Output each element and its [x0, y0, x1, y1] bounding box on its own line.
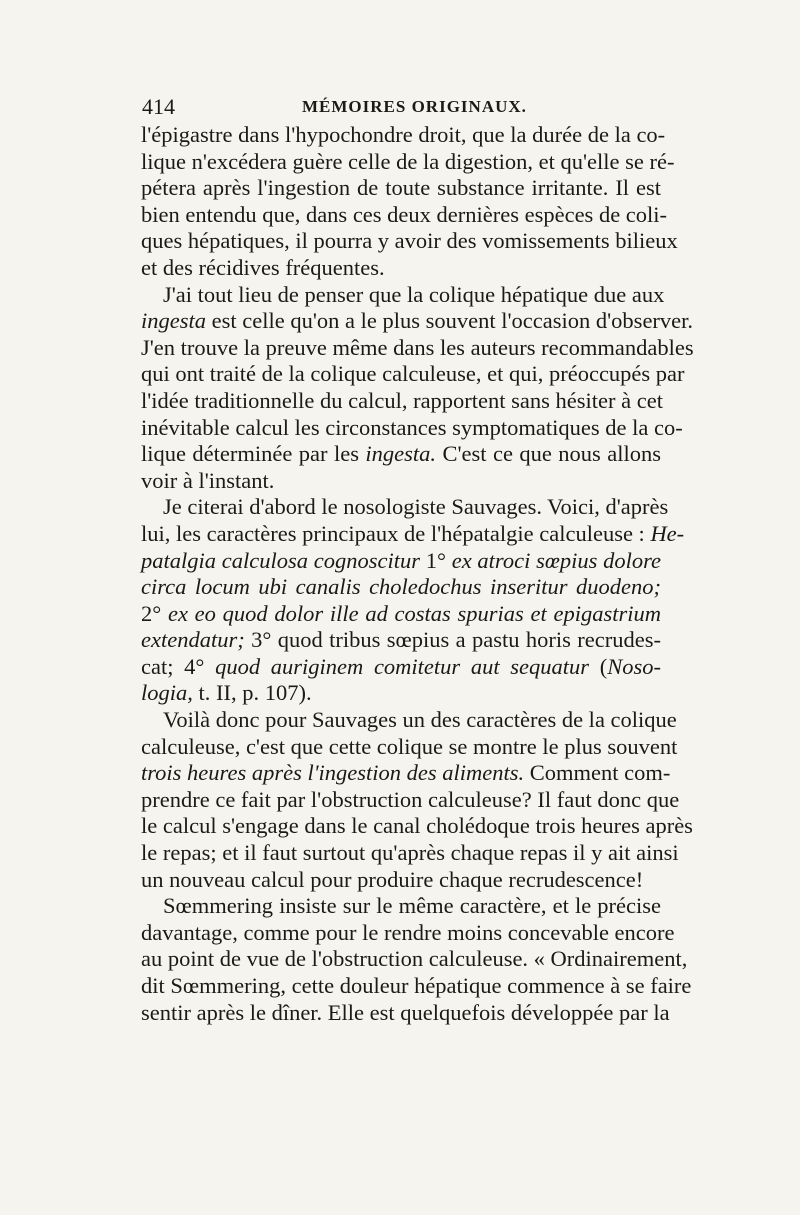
text-run: Comment com-	[524, 760, 671, 786]
text-line	[141, 786, 680, 814]
text-run: t. II, p. 107).	[192, 680, 312, 706]
text-run: pétera après l'ingestion de toute substance irritante. Il est	[141, 175, 661, 201]
running-title: MÉMOIRES ORIGINAUX.	[302, 97, 527, 116]
italic-text: quod auriginem comitetur aut sequatur	[215, 653, 590, 679]
italic-text: ex atroci sœpius dolore	[451, 547, 661, 573]
text-line	[141, 414, 683, 442]
text-line	[141, 946, 688, 973]
text-line	[141, 574, 661, 601]
text-run: 3° quod tribus sœpius a pastu horis recrudes-	[244, 627, 661, 653]
text-run: le calcul s'engage dans le canal cholédoque trois heures après	[141, 813, 693, 839]
italic-text: ingesta.	[365, 441, 437, 467]
text-line	[141, 308, 694, 335]
text-line	[141, 707, 677, 734]
text-run: l'épigastre dans l'hypochondre droit, que la durée de la co-	[141, 122, 666, 147]
text-line	[141, 468, 661, 495]
text-line	[141, 334, 694, 362]
paragraph	[141, 281, 694, 495]
text-line	[141, 654, 661, 681]
text-run: C'est ce que nous allons	[436, 441, 661, 467]
italic-text: He-	[650, 520, 685, 546]
text-run: et des récidives fréquentes.	[141, 254, 385, 280]
text-line	[141, 441, 661, 468]
italic-text: trois heures après l'ingestion des aliments.	[141, 760, 525, 786]
text-run: sentir après le dîner. Elle est quelquefois développée par la	[141, 999, 670, 1025]
text-run: lique déterminée par les	[141, 441, 366, 467]
text-line	[141, 255, 661, 282]
paragraph	[141, 893, 692, 1026]
paragraph	[141, 122, 678, 282]
text-line	[141, 281, 665, 309]
paragraph	[141, 707, 693, 893]
text-line	[141, 228, 678, 255]
text-line	[141, 148, 675, 176]
text-line	[141, 680, 661, 707]
text-line	[141, 840, 679, 867]
paragraph	[141, 494, 685, 707]
text-run: 1°	[419, 547, 452, 573]
text-run: ques hépatiques, il pourra y avoir des vomissements bilieux	[141, 228, 678, 254]
text-line	[141, 548, 661, 575]
text-run: l'idée traditionnelle du calcul, rapportent sans hésiter à cet	[141, 387, 663, 413]
text-line	[141, 122, 666, 149]
text-run: le repas; et il faut surtout qu'après chaque repas il y ait ainsi	[141, 840, 679, 866]
text-line	[141, 627, 661, 654]
text-run: calculeuse, c'est que cette colique se montre le plus souvent	[141, 733, 678, 759]
italic-text: circa locum ubi canalis choledochus inseritur duodeno;	[141, 574, 661, 600]
text-run: un nouveau calcul pour produire chaque recrudescence!	[141, 866, 644, 892]
italic-text: Noso-	[607, 653, 661, 679]
text-line	[141, 733, 678, 761]
italic-text: extendatur;	[141, 627, 245, 653]
text-run: J'en trouve la preuve même dans les auteurs recommandables	[141, 334, 694, 360]
text-line	[141, 999, 670, 1027]
text-run: qui ont traité de la colique calculeuse, et qui, préoccupés par	[141, 361, 685, 387]
text-run: inévitable calcul les circonstances symptomatiques de la co-	[141, 414, 683, 440]
text-run: est celle qu'on a le plus souvent l'occasion d'observer.	[206, 308, 694, 334]
text-run: dit Sœmmering, cette douleur hépatique commence à se faire	[141, 973, 692, 998]
text-line	[141, 919, 675, 947]
text-line	[141, 760, 671, 787]
text-line	[141, 973, 692, 1000]
text-line	[141, 201, 668, 229]
text-run: bien entendu que, dans ces deux dernières espèces de coli-	[141, 201, 668, 227]
italic-text: ex eo quod dolor ille ad costas spurias et epigastrium	[167, 600, 662, 626]
body-text	[141, 122, 694, 1026]
text-run: (	[589, 653, 608, 679]
text-run: Je citerai d'abord le nosologiste Sauvages. Voici, d'après	[163, 494, 669, 520]
text-line	[141, 361, 685, 388]
italic-text: ingesta	[141, 308, 206, 334]
running-head	[142, 94, 662, 124]
text-line	[141, 867, 661, 894]
text-line	[141, 813, 693, 840]
text-run: voir à l'instant.	[141, 467, 275, 493]
text-run: Sœmmering insiste sur le même caractère, et le précise	[163, 893, 661, 919]
text-line	[141, 388, 661, 415]
italic-text: logia,	[141, 680, 193, 706]
text-run: davantage, comme pour le rendre moins concevable encore	[141, 919, 675, 945]
text-line	[141, 601, 661, 628]
text-run: prendre ce fait par l'obstruction calculeuse? Il faut donc que	[141, 786, 680, 812]
text-run: J'ai tout lieu de penser que la colique hépatique due aux	[163, 281, 665, 307]
text-run: lique n'excédera guère celle de la digestion, et qu'elle se ré-	[141, 148, 675, 174]
text-run: au point de vue de l'obstruction calculeuse. « Ordinairement,	[141, 946, 688, 972]
italic-text: patalgia calculosa cognoscitur	[141, 547, 420, 573]
text-line	[141, 520, 685, 548]
text-run: cat; 4°	[141, 653, 216, 679]
text-run: lui, les caractères principaux de l'hépatalgie calculeuse :	[141, 520, 651, 546]
text-line	[141, 175, 661, 202]
text-run: Voilà donc pour Sauvages un des caractères de la colique	[163, 707, 677, 733]
text-line	[141, 893, 661, 920]
text-line	[141, 494, 669, 521]
text-run: 2°	[141, 600, 168, 626]
page-number: 414	[142, 94, 175, 119]
